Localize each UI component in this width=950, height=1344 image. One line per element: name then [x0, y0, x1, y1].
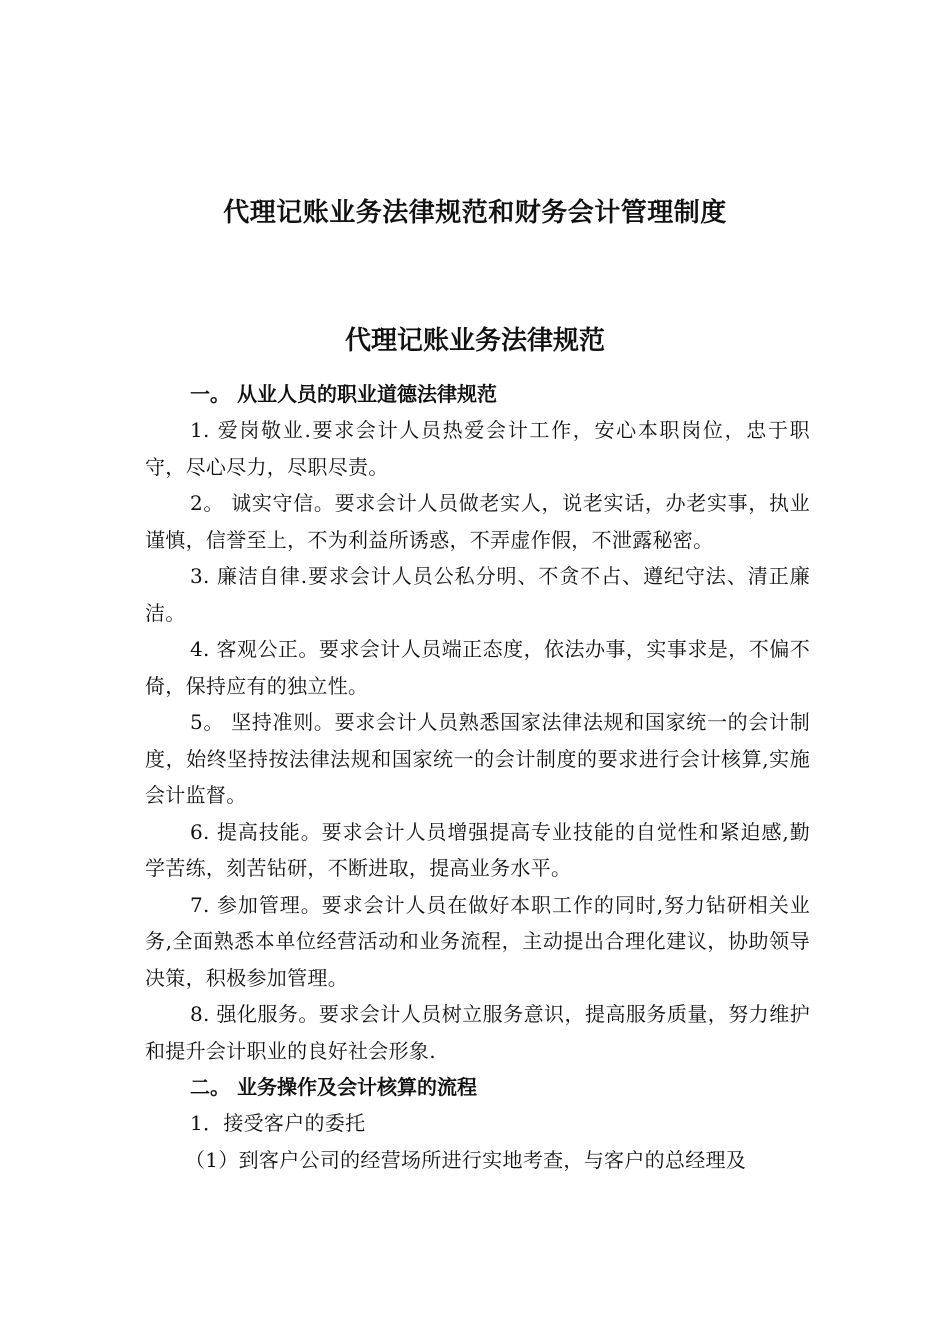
document-body: [145, 376, 810, 1178]
process-subitem-1: （1）到客户公司的经营场所进行实地考查，与客户的总经理及: [185, 1147, 747, 1172]
ethics-item-3: 3. 廉洁自律.要求会计人员公私分明、不贪不占、遵纪守法、清正廉洁。: [145, 564, 810, 625]
heading-professional-ethics: 一。 从业人员的职业道德法律规范: [190, 382, 497, 406]
document-title: 代理记账业务法律规范和财务会计管理制度: [223, 198, 727, 228]
ethics-item-5: 5。 坚持准则。要求会计人员熟悉国家法律法规和国家统一的会计制度，始终坚持按法律法规和国家统一的会计制度的要求进行会计核算,实施会计监督。: [145, 710, 810, 807]
ethics-item-2: 2。 诚实守信。要求会计人员做老实人，说老实话，办老实事，执业谨慎，信誉至上，不为利益所诱惑，不弄虚作假，不泄露秘密。: [145, 491, 810, 552]
ethics-item-1: 1. 爱岗敬业.要求会计人员热爱会计工作，安心本职岗位，忠于职守，尽心尽力，尽职尽责。: [145, 418, 810, 479]
process-item-1: 1．接受客户的委托: [190, 1111, 366, 1135]
section-title: 代理记账业务法律规范: [344, 326, 605, 356]
ethics-item-7: 7. 参加管理。要求会计人员在做好本职工作的同时,努力钻研相关业务,全面熟悉本单位经营活动和业务流程，主动提出合理化建议，协助领导决策，积极参加管理。: [145, 892, 810, 990]
ethics-item-8: 8. 强化服务。要求会计人员树立服务意识，提高服务质量，努力维护和提升会计职业的良好社会形象.: [145, 1002, 810, 1063]
ethics-item-6: 6. 提高技能。要求会计人员增强提高专业技能的自觉性和紧迫感,勤学苦练，刻苦钻研，不断进取，提高业务水平。: [145, 819, 810, 880]
heading-business-process: 二。 业务操作及会计核算的流程: [190, 1075, 477, 1099]
ethics-item-4: 4. 客观公正。要求会计人员端正态度，依法办事，实事求是，不偏不倚，保持应有的独立性。: [145, 637, 810, 698]
